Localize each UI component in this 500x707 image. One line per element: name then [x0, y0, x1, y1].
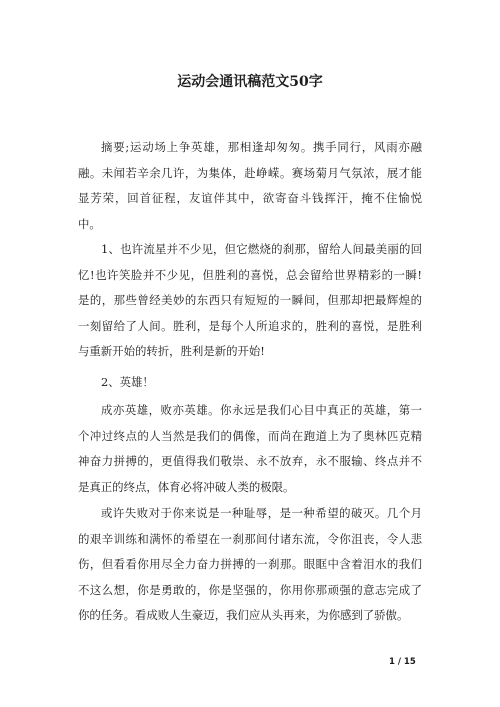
paragraph-line: 的艰辛训练和满怀的希望在一刹那间付诸东流，令你沮丧，令人悲: [78, 531, 422, 546]
paragraph-line: 个冲过终点的人当然是我们的偶像，而尚在跑道上为了奥林匹克精: [78, 428, 422, 443]
paragraph-line: 或许失败对于你来说是一种耻辱，是一种希望的破灭。几个月: [101, 506, 422, 520]
paragraph-summary: [78, 135, 422, 237]
paragraph-line: 不这么想，你是勇敢的，你是坚强的，你用你那顽强的意志完成了: [78, 582, 422, 597]
paragraph-line: 伤，但看看你用尽全力奋力拼搏的一刹那。眼眶中含着泪水的我们: [78, 557, 422, 571]
paragraph-line: 1、也许流星并不少见，但它燃烧的刹那，留给人间最美丽的回: [101, 242, 422, 256]
paragraph-line: 是的，那些曾经美妙的东西只有短短的一瞬间，但那却把最辉煌的: [78, 293, 422, 307]
paragraph-three: [78, 501, 422, 629]
paragraph-two: [78, 398, 422, 500]
paragraph-line: 忆!也许笑脸并不少见，但胜利的喜悦，总会留给世界精彩的一瞬!: [78, 267, 422, 282]
paragraph-line: 与重新开始的转折，胜利是新的开始!: [78, 344, 265, 358]
heading-line: 2、英雄！: [101, 374, 154, 389]
paragraph-line: 显芳荣，回首征程，友谊伴其中，欲寄奋斗钱挥汗，掩不住愉悦: [78, 191, 422, 205]
paragraph-line: 是真正的终点，体育必将冲破人类的极限。: [78, 479, 295, 494]
section-heading: [78, 370, 422, 396]
paragraph-line: 摘要;运动场上争英雄，那相逢却匆匆。携手同行，风雨亦融: [101, 140, 422, 154]
paragraph-line: 成亦英雄，败亦英雄。你永远是我们心目中真正的英雄，第一: [101, 403, 422, 417]
paragraph-line: 融。未闻若辛余几许，为集体，赴峥嵘。赛场菊月气氛浓，展才能: [78, 165, 422, 180]
page-number: 1 / 15: [389, 657, 416, 667]
paragraph-line: 一刻留给了人间。胜利，是每个人所追求的，胜利的喜悦，是胜利: [78, 318, 422, 333]
paragraph-line: 你的任务。看成败人生豪迈，我们应从头再来，为你感到了骄傲。: [78, 608, 409, 622]
paragraph-one: [78, 237, 422, 365]
paragraph-line: 神奋力拼搏的，更值得我们敬崇、永不放弃，永不服输、终点并不: [78, 454, 422, 468]
document-title: 运动会通讯稿范文50字: [177, 74, 323, 90]
paragraph-line: 中。: [78, 216, 101, 231]
document-body: [78, 135, 422, 629]
